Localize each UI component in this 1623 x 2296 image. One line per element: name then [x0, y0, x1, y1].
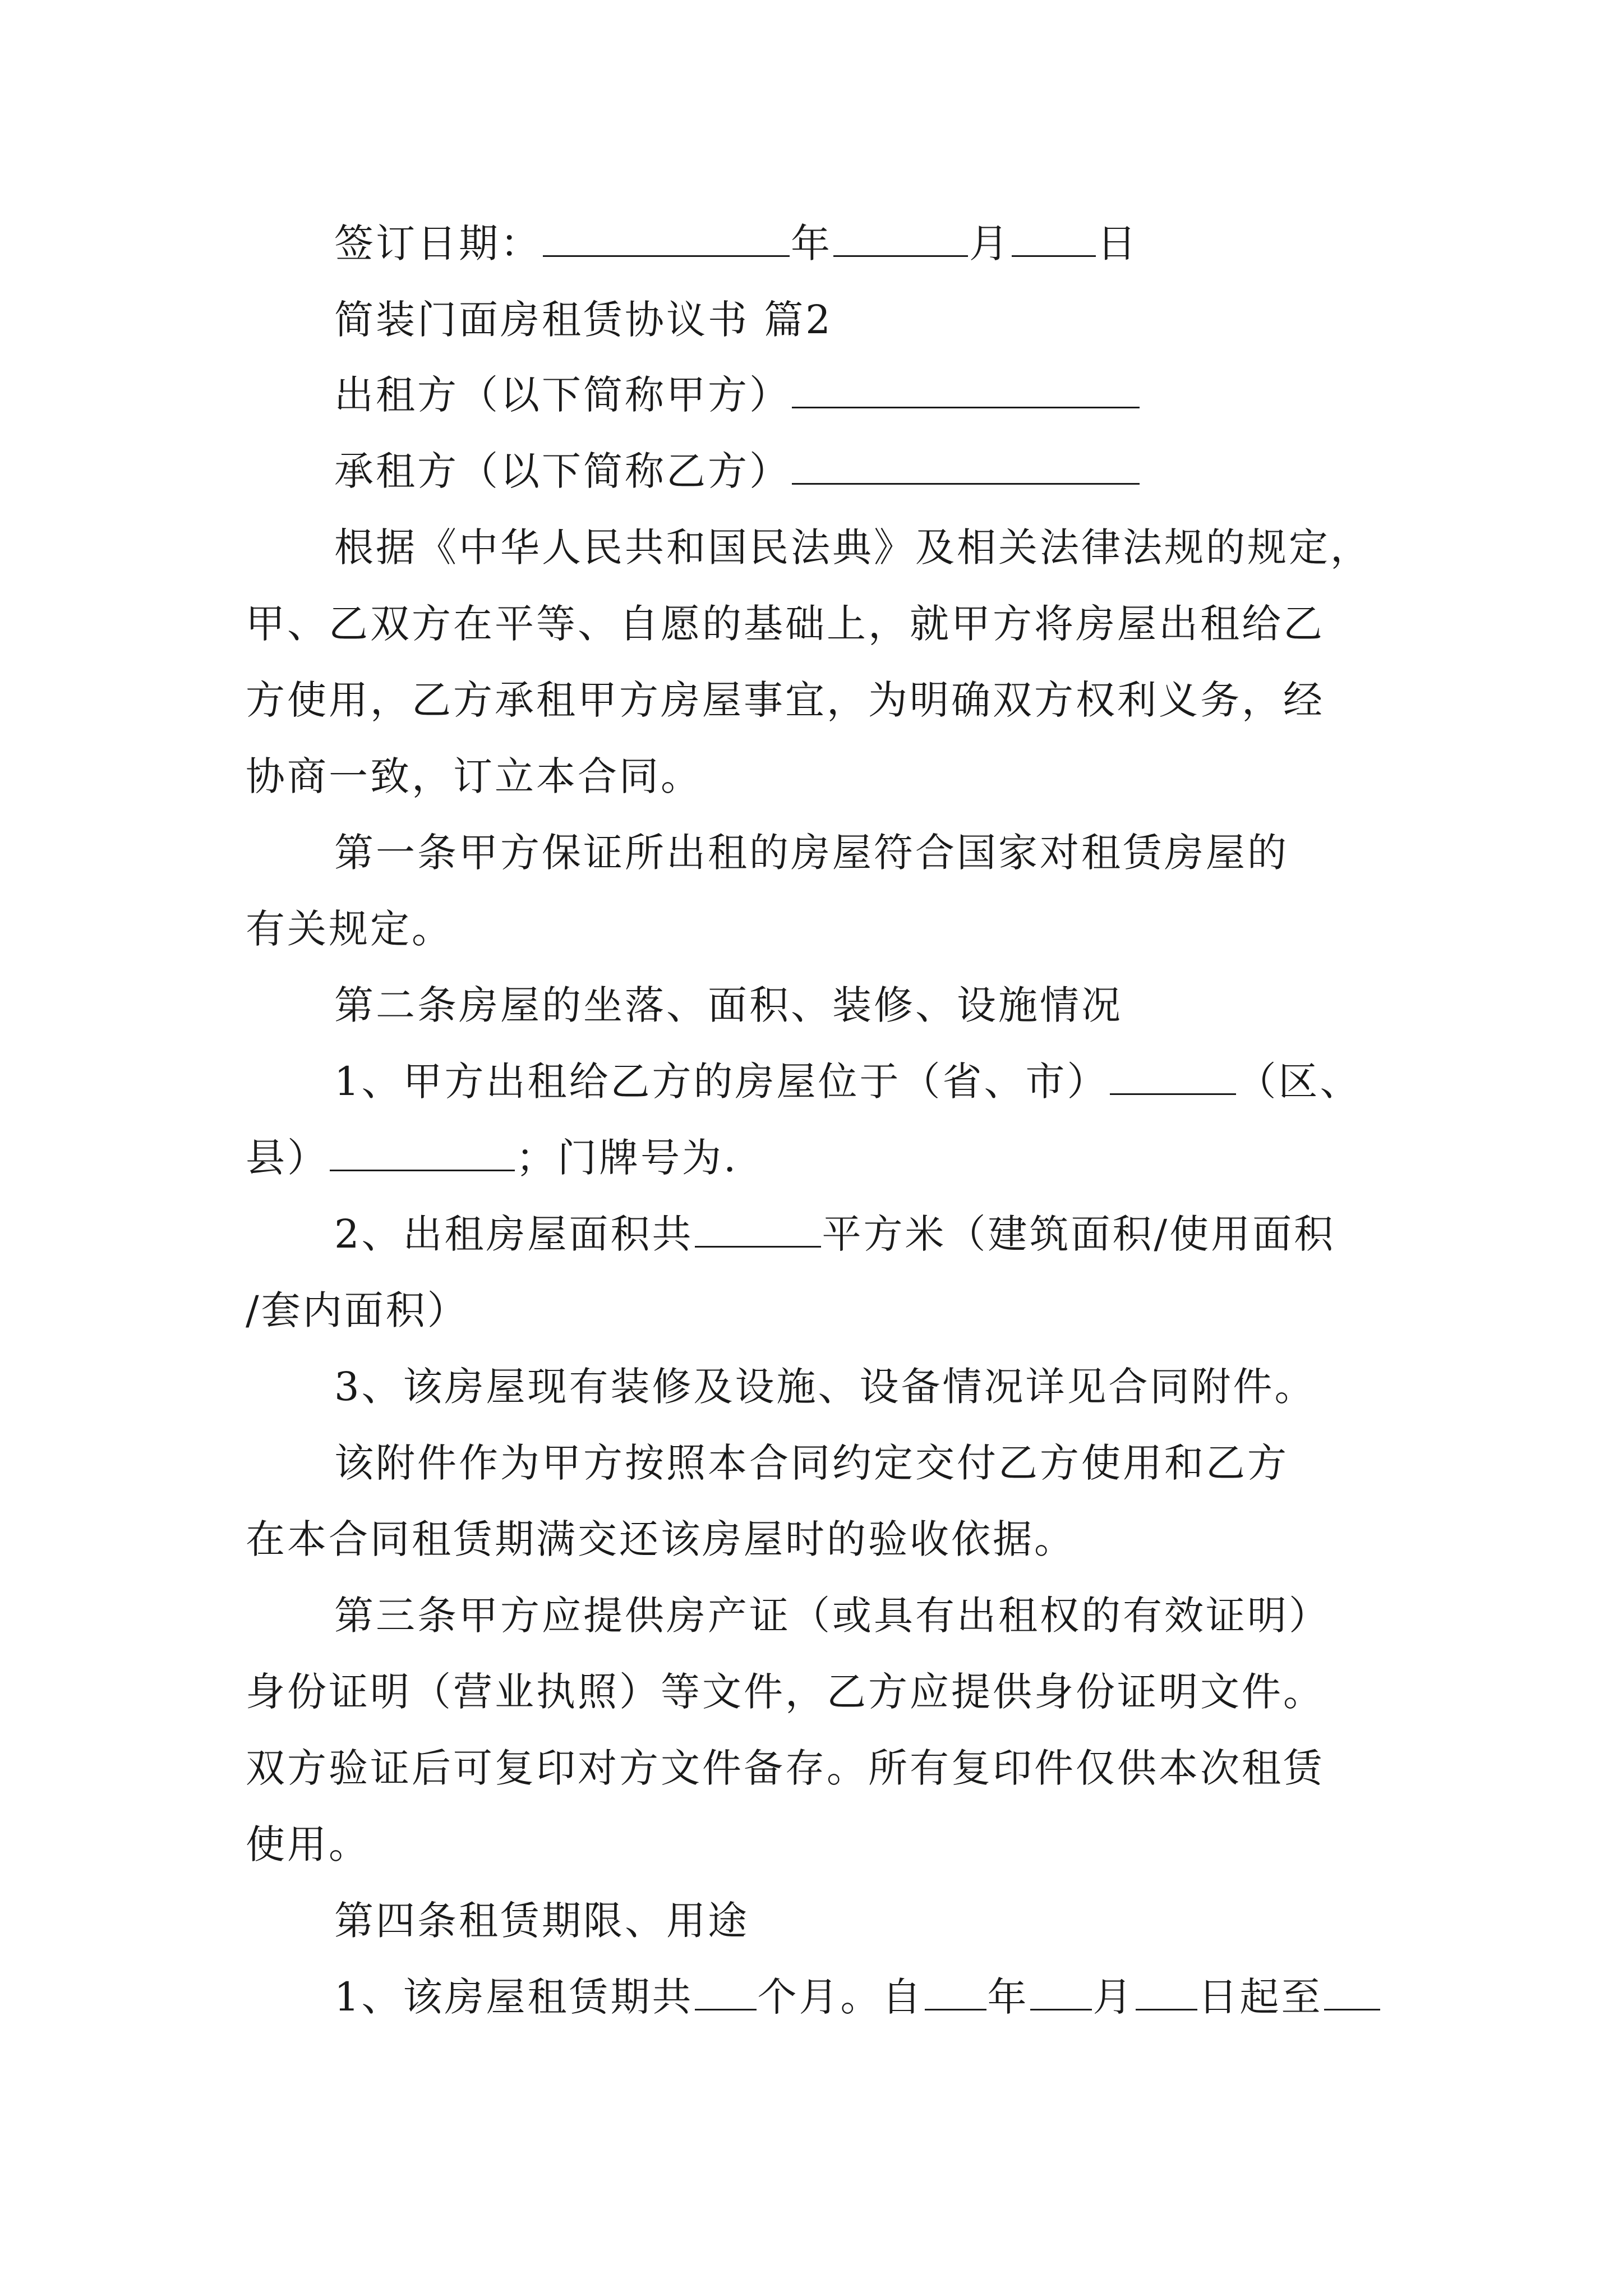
- sign-date-year: 年: [791, 220, 832, 266]
- lessee-line: [334, 443, 1141, 499]
- start-day-label: 日起至: [1198, 1974, 1323, 2020]
- preamble-line-2: 甲、乙双方在平等、自愿的基础上，就甲方将房屋出租给乙: [246, 601, 1325, 647]
- district-label: （区、: [1237, 1059, 1362, 1105]
- article-1-line-1: 第一条甲方保证所出租的房屋符合国家对租赁房屋的: [334, 830, 1289, 876]
- article-3-line-1: 第三条甲方应提供房产证（或具有出租权的有效证明）: [334, 1593, 1330, 1639]
- article-2-item-1-line-2: [246, 1130, 738, 1186]
- article-1-line-2: 有关规定。: [246, 906, 453, 952]
- lessee-label: 承租方（以下简称乙方）: [334, 448, 791, 494]
- area-unit: 平方米（建筑面积/使用面积: [822, 1211, 1336, 1257]
- preamble-line-4: 协商一致，订立本合同。: [246, 753, 702, 799]
- sign-date-label: 签订日期：: [334, 220, 542, 266]
- term-from-label: 个月。自: [757, 1974, 924, 2020]
- end-date-blank: [1324, 1970, 1380, 2010]
- preamble-line-3: 方使用，乙方承租甲方房屋事宜，为明确双方权利义务，经: [246, 677, 1325, 723]
- sign-date-year-blank: [543, 216, 790, 257]
- county-blank: [330, 1130, 515, 1171]
- start-year-label: 年: [987, 1974, 1029, 2020]
- article-2-heading: 第二条房屋的坐落、面积、装修、设施情况: [334, 982, 1123, 1028]
- article-3-line-3: 双方验证后可复印对方文件备存。所有复印件仅供本次租赁: [246, 1745, 1325, 1791]
- sign-date-month: 月: [969, 220, 1011, 266]
- article-2-annex-line-2: 在本合同租赁期满交还该房屋时的验收依据。: [246, 1516, 1076, 1562]
- area-label: 2、出租房屋面积共: [334, 1211, 694, 1257]
- lessor-label: 出租方（以下简称甲方）: [334, 372, 791, 418]
- city-blank: [1110, 1054, 1236, 1095]
- document-title: 简装门面房租赁协议书 篇2: [334, 297, 833, 343]
- article-2-annex-line-1: 该附件作为甲方按照本合同约定交付乙方使用和乙方: [334, 1440, 1289, 1486]
- term-months-blank: [695, 1970, 757, 2010]
- lessor-line: [334, 367, 1141, 423]
- sign-date-line: [334, 215, 1138, 272]
- article-2-item-2-line-2: /套内面积）: [246, 1287, 469, 1333]
- door-number-label: ；门牌号为.: [516, 1135, 739, 1181]
- sign-date-month-blank: [833, 216, 968, 257]
- start-month-blank: [1030, 1970, 1092, 2010]
- term-label: 1、该房屋租赁期共: [334, 1974, 694, 2020]
- start-day-blank: [1136, 1970, 1197, 2010]
- area-blank: [695, 1207, 821, 1248]
- article-3-line-2: 身份证明（营业执照）等文件，乙方应提供身份证明文件。: [246, 1669, 1325, 1715]
- preamble-line-1: 根据《中华人民共和国民法典》及相关法律法规的规定，: [334, 524, 1372, 570]
- article-2-item-1-line-1: [334, 1053, 1362, 1110]
- article-4-item-1-line-1: [334, 1969, 1381, 2025]
- start-month-label: 月: [1092, 1974, 1135, 2020]
- article-2-item-3: 3、该房屋现有装修及设施、设备情况详见合同附件。: [334, 1364, 1316, 1410]
- article-4-heading: 第四条租赁期限、用途: [334, 1898, 749, 1944]
- article-3-line-4: 使用。: [246, 1821, 370, 1867]
- sign-date-day: 日: [1097, 220, 1138, 266]
- county-label: 县）: [246, 1135, 329, 1181]
- lessee-blank: [792, 444, 1140, 485]
- item-1-location-text: 1、甲方出租给乙方的房屋位于（省、市）: [334, 1059, 1109, 1105]
- sign-date-day-blank: [1012, 216, 1096, 257]
- lessor-blank: [792, 367, 1140, 408]
- article-2-item-2-line-1: [334, 1206, 1335, 1262]
- start-year-blank: [925, 1970, 986, 2010]
